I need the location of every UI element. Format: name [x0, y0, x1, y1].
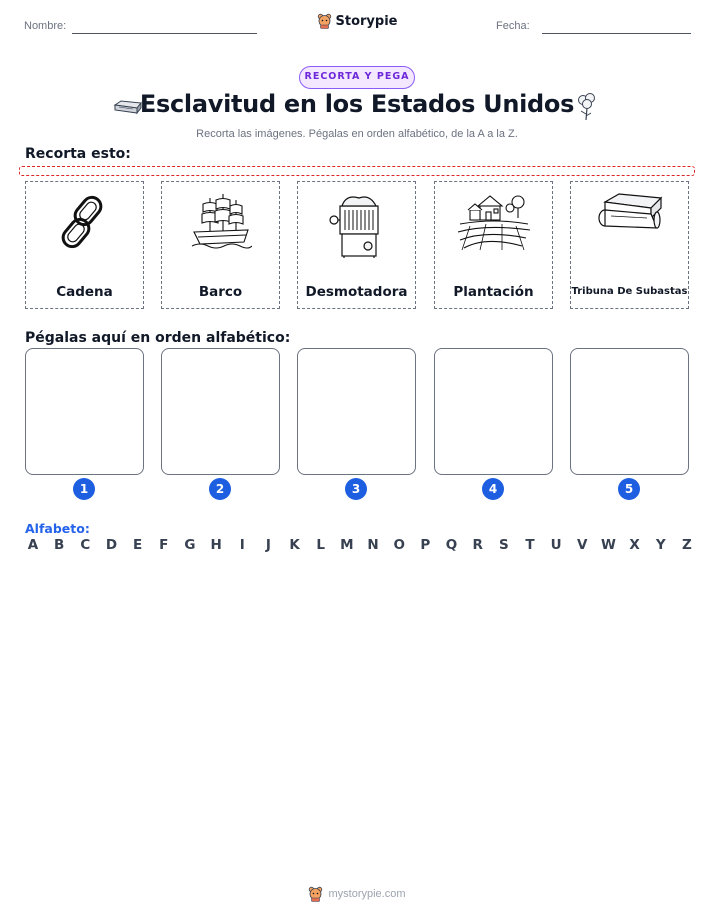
alphabet-letter: M: [340, 537, 354, 553]
alphabet-letter: D: [105, 537, 118, 553]
slot-number: 4: [482, 478, 504, 500]
card-label: Cadena: [56, 284, 113, 300]
paste-slot[interactable]: [25, 348, 144, 475]
card-label: Plantación: [453, 284, 534, 300]
slot-number: 1: [73, 478, 95, 500]
card-label: Tribuna De Subastas: [571, 286, 688, 297]
slot-number: 2: [209, 478, 231, 500]
alphabet-letter: O: [393, 537, 405, 553]
plantation-icon: [456, 192, 532, 252]
instructions: Recorta las imágenes. Pégalas en orden alfabético, de la A a la Z.: [196, 128, 518, 140]
alphabet-letter: X: [629, 537, 640, 553]
brand-logo: [0, 13, 714, 33]
date-label: Fecha:: [496, 20, 530, 32]
cut-card-plantacion[interactable]: [434, 181, 553, 309]
paste-slot[interactable]: [161, 348, 280, 475]
bear-mascot-icon: [308, 886, 323, 902]
alphabet-letter: T: [525, 537, 535, 553]
alphabet-letter: V: [577, 537, 588, 553]
alphabet-row: [25, 537, 695, 553]
activity-badge: RECORTA Y PEGA: [299, 66, 415, 89]
alphabet-letter: F: [159, 537, 169, 553]
alphabet-letter: N: [367, 537, 379, 553]
slot-number: 3: [345, 478, 367, 500]
name-label: Nombre:: [24, 20, 67, 32]
bear-mascot-icon: [317, 13, 332, 29]
footer: [0, 886, 714, 906]
name-line[interactable]: [72, 33, 257, 34]
cotton-plant-icon: [575, 92, 599, 122]
alphabet-label: Alfabeto:: [25, 521, 90, 536]
paste-slot[interactable]: [570, 348, 689, 475]
cut-card-barco[interactable]: [161, 181, 280, 309]
alphabet-letter: I: [239, 537, 245, 553]
chain-icon: [55, 192, 115, 254]
alphabet-letter: Q: [445, 537, 458, 553]
paste-slot[interactable]: [297, 348, 416, 475]
ship-icon: [190, 192, 252, 254]
alphabet-letter: L: [316, 537, 326, 553]
cut-heading: Recorta esto:: [25, 146, 131, 162]
cotton-gin-icon: [326, 192, 388, 258]
alphabet-letter: A: [27, 537, 39, 553]
alphabet-letter: S: [498, 537, 509, 553]
alphabet-letter: W: [600, 537, 616, 553]
paste-slot[interactable]: [434, 348, 553, 475]
cut-line: [19, 166, 695, 176]
alphabet-letter: G: [184, 537, 196, 553]
auction-block-icon: [597, 192, 663, 232]
card-label: Desmotadora: [305, 284, 408, 300]
alphabet-letter: P: [420, 537, 431, 553]
date-line[interactable]: [542, 33, 691, 34]
alphabet-letter: J: [265, 537, 271, 553]
alphabet-letter: E: [133, 537, 143, 553]
alphabet-letter: Y: [655, 537, 666, 553]
alphabet-letter: H: [210, 537, 222, 553]
footer-url[interactable]: mystorypie.com: [328, 888, 406, 900]
paste-heading: Pégalas aquí en orden alfabético:: [25, 330, 291, 346]
alphabet-letter: K: [289, 537, 300, 553]
page-title: Esclavitud en los Estados Unidos: [139, 90, 575, 118]
alphabet-letter: R: [472, 537, 483, 553]
alphabet-letter: U: [550, 537, 562, 553]
alphabet-letter: B: [54, 537, 65, 553]
slot-number: 5: [618, 478, 640, 500]
brand-name: Storypie: [335, 13, 398, 29]
cut-card-desmotadora[interactable]: [297, 181, 416, 309]
card-label: Barco: [198, 284, 243, 300]
cut-card-cadena[interactable]: [25, 181, 144, 309]
cut-card-tribuna[interactable]: [570, 181, 689, 309]
alphabet-letter: C: [80, 537, 91, 553]
alphabet-letter: Z: [682, 537, 692, 553]
